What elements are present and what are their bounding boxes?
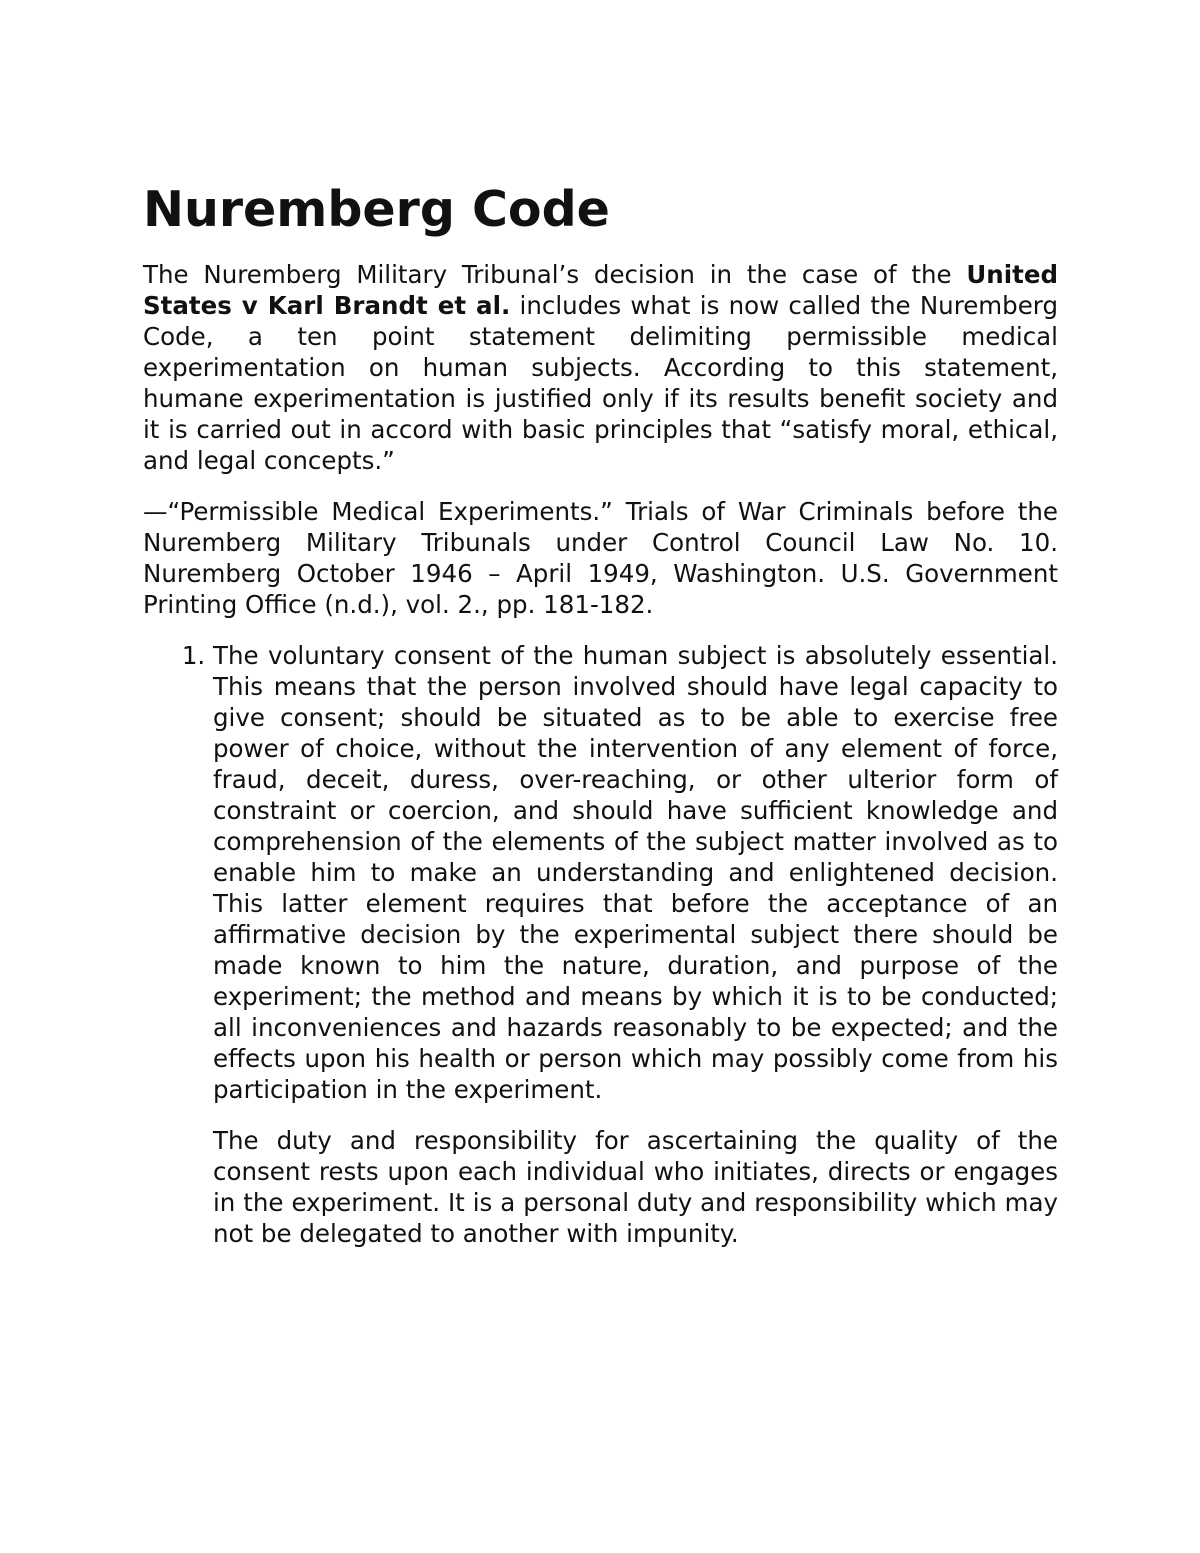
citation-paragraph: —“Permissible Medical Experiments.” Trials of War Criminals before the Nuremberg Military Tribunals under Control Council Law No. 10. Nuremberg October 1946 – April 1949, Washington. U.S. Government Printing Office (n.d.), vol. 2., pp. 181-182. xyxy=(143,497,1058,619)
principles-list xyxy=(143,640,1058,1105)
document-title: Nuremberg Code xyxy=(143,181,610,238)
intro-text-end: includes what is now called the Nuremberg Code, a ten point statement delimiting permissible medical experimentation on human subjects. According to this statement, humane experimentation is justified only if its results benefit society and it is carried out in accord with basic principles that “satisfy moral, ethical, and legal concepts.” xyxy=(143,291,1058,475)
case-name: United States v Karl Brandt et al. xyxy=(143,260,1058,320)
document-page xyxy=(143,180,1058,1249)
intro-text-start: The Nuremberg Military Tribunal’s decision in the case of the xyxy=(143,260,967,289)
list-item-1: 1. The voluntary consent of the human subject is absolutely essential. This means that the person involved should have legal capacity to give consent; should be situated as to be able to exercise free power of choice, without the intervention of any element of force, fraud, deceit, duress, over-reaching, or other ulterior form of constraint or coercion, and should have sufficient knowledge and comprehension of the elements of the subject matter involved as to enable him to make an understanding and enlightened decision. This latter element requires that before the acceptance of an affirmative decision by the experimental subject there should be made known to him the nature, duration, and purpose of the experiment; the method and means by which it is to be conducted; all inconveniences and hazards reasonably to be expected; and the effects upon his health or person which may possibly come from his participation in the experiment. xyxy=(213,640,1058,1105)
intro-paragraph xyxy=(143,259,1058,476)
list-item-1-continuation: The duty and responsibility for ascertaining the quality of the consent rests upon each individual who initiates, directs or engages in the experiment. It is a personal duty and responsibility which may not be delegated to another with impunity. xyxy=(213,1126,1058,1248)
